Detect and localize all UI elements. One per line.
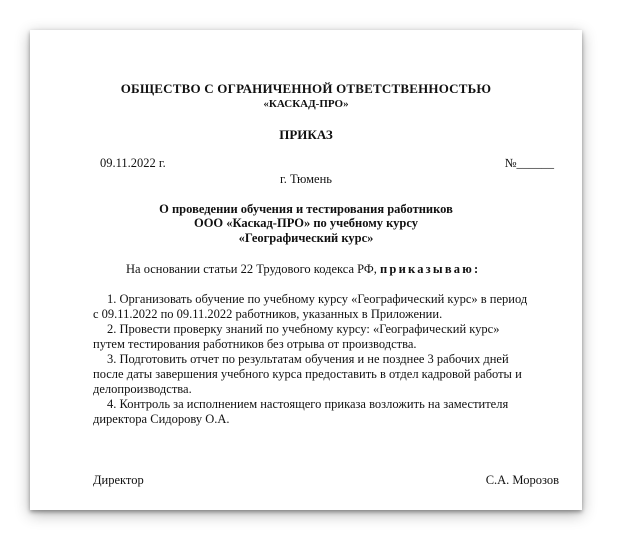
- list-item-3-line-1: 3. Подготовить отчет по результатам обучения и не позднее 3 рабочих дней: [107, 352, 509, 366]
- subject-line-2: ООО «Каскад-ПРО» по учебному курсу: [193, 216, 418, 230]
- organization-name: ОБЩЕСТВО С ОГРАНИЧЕННОЙ ОТВЕТСТВЕННОСТЬЮ: [120, 81, 492, 96]
- document-page: [30, 30, 582, 510]
- basis-text: На основании статьи 22 Трудового кодекса РФ,: [126, 262, 381, 276]
- document-title: ПРИКАЗ: [279, 127, 333, 142]
- order-keyword: приказываю:: [380, 262, 481, 276]
- list-item-2-line-1: 2. Провести проверку знаний по учебному курсу: «Географический курс»: [107, 322, 500, 336]
- list-item-3-line-2: после даты завершения учебного курса предоставить в отдел кадровой работы и: [93, 367, 522, 381]
- subject-line-3: «Географический курс»: [238, 231, 374, 245]
- signature-name: С.А. Морозов: [485, 473, 559, 487]
- order-date: 09.11.2022 г.: [100, 156, 166, 170]
- order-number: №______: [504, 156, 554, 170]
- list-item-4-line-1: 4. Контроль за исполнением настоящего приказа возложить на заместителя: [107, 397, 509, 411]
- list-item-1-line-2: с 09.11.2022 по 09.11.2022 работников, указанных в Приложении.: [93, 307, 443, 321]
- list-item-3-line-3: делопроизводства.: [93, 382, 192, 396]
- signature-position: Директор: [93, 473, 144, 487]
- list-item-1-line-1: 1. Организовать обучение по учебному курсу «Географический курс» в период: [107, 292, 528, 306]
- subject-line-1: О проведении обучения и тестирования работников: [159, 202, 453, 216]
- organization-short-name: «КАСКАД-ПРО»: [263, 98, 349, 110]
- basis-paragraph: [126, 262, 480, 277]
- list-item-2-line-2: путем тестирования работников без отрыва от производства.: [93, 337, 417, 351]
- list-item-4-line-2: директора Сидорову О.А.: [93, 412, 230, 426]
- order-city: г. Тюмень: [279, 172, 332, 186]
